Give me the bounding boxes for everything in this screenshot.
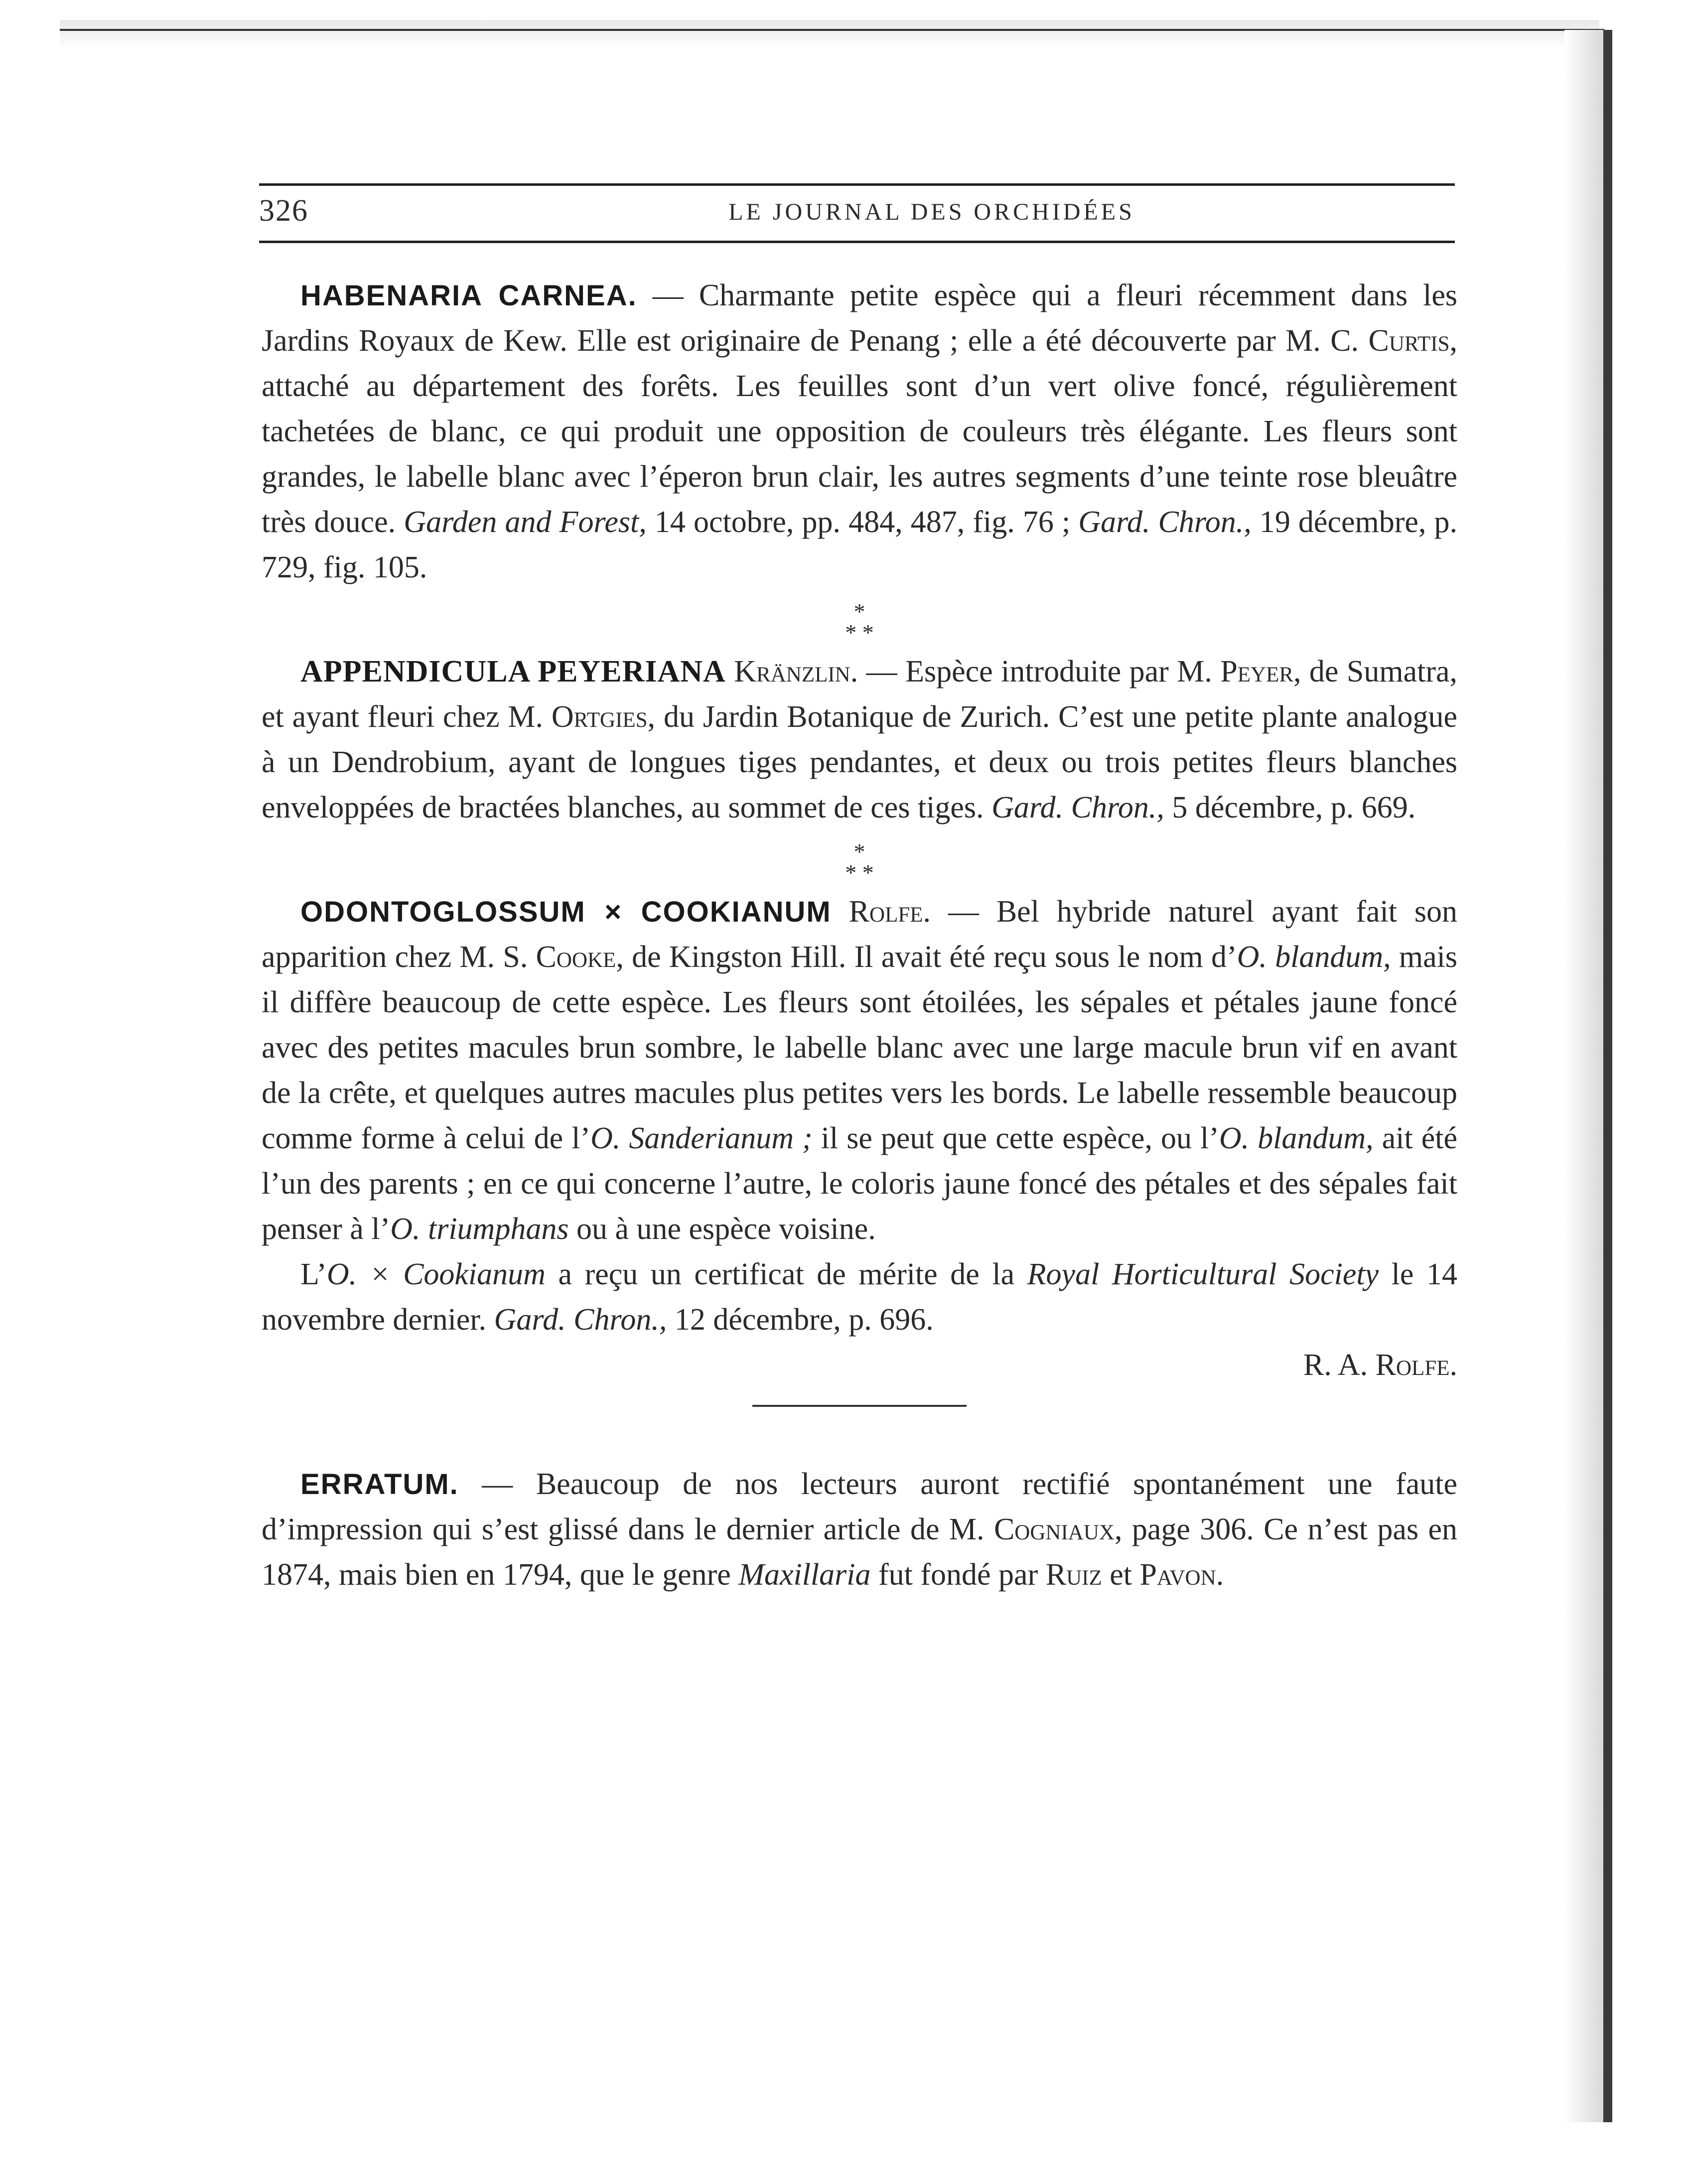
article-text: ait été l’un des parents ; en ce qui concerne l’autre, le coloris jaune foncé des pétales et des sépales fait penser à l’ <box>262 1121 1457 1246</box>
signature-name: Rolfe <box>1375 1348 1450 1382</box>
page-shadow-right <box>1564 30 1603 2122</box>
species-name: O. blandum, <box>1219 1121 1374 1155</box>
article-odontoglossum-certificate <box>262 1252 1457 1343</box>
person-name: Peyer <box>1220 655 1293 688</box>
person-name: Cogniaux <box>993 1512 1115 1546</box>
species-name: O. blandum, <box>1237 940 1391 974</box>
article-text: 19 décembre, p. 729, fig. 105. <box>262 505 1457 584</box>
society-name: Royal Horticultural Society <box>1027 1257 1379 1291</box>
citation: Garden and Forest, <box>404 505 647 539</box>
scan-top-edge <box>60 29 1604 31</box>
signature-initials: R. A. <box>1303 1348 1376 1382</box>
citation: Gard. Chron., <box>494 1303 667 1337</box>
article-text: fut fondé par <box>870 1558 1046 1592</box>
article-text: mais il diffère beaucoup de cette espèce. Les fleurs sont étoilées, les sépales et pétales jaune foncé avec des petites macules brun sombre, le labelle blanc avec une large macule brun vif en avant de la crête, et quelques autres macules plus petites vers les bords. Le labelle ressemble beaucoup comme forme à celui de l’ <box>262 940 1457 1155</box>
article-heading: ODONTOGLOSSUM × COOKIANUM <box>300 896 832 928</box>
section-divider <box>752 1405 967 1407</box>
article-text: — Beaucoup de nos lecteurs auront rectifié spontanément une faute d’impression qui s’est glissé dans le dernier article de M. <box>262 1467 1457 1546</box>
article-text: — Charmante petite espèce qui a fleuri récemment dans les Jardins Royaux de Kew. Elle est originaire de Penang ; elle a été découverte par M. C. <box>262 278 1457 358</box>
article-text: L’ <box>300 1257 327 1291</box>
author-name: Rolfe <box>848 895 923 929</box>
page-header <box>259 183 1455 243</box>
article-text: , page 306. Ce n’est pas en 1874, mais bien en 1794, que le genre <box>262 1512 1457 1592</box>
species-name: O. Sanderianum ; <box>590 1121 813 1155</box>
article-text: . <box>1216 1558 1224 1592</box>
article-text: . — Espèce introduite par M. <box>850 655 1221 688</box>
section-separator: * * * <box>845 839 874 885</box>
article-heading: APPENDICULA PEYERIANA <box>300 655 726 688</box>
article-text: , de Sumatra, et ayant fleuri chez M. <box>262 655 1458 734</box>
article-text: et <box>1102 1558 1140 1592</box>
article-text: il se peut que cette espèce, ou l’ <box>812 1121 1219 1155</box>
species-name: O. triumphans <box>390 1212 569 1246</box>
signature-end: . <box>1449 1348 1457 1382</box>
page-shadow <box>60 20 1599 50</box>
article-text: , du Jardin Botanique de Zurich. C’est une petite plante analogue à un Dendrobium, ayant de longues tiges pendantes, et deux ou trois petites fleurs blanches enveloppées de bractées blanches, au sommet de ces tiges. <box>262 700 1458 824</box>
page-number: 326 <box>259 194 308 228</box>
article-text: , de Kingston Hill. Il avait été reçu sous le nom d’ <box>616 940 1237 974</box>
running-title: LE JOURNAL DES ORCHIDÉES <box>728 199 1135 225</box>
article-text: 5 décembre, p. 669. <box>1164 791 1416 824</box>
article-heading: HABENARIA CARNEA. <box>300 279 637 312</box>
article-text: a reçu un certificat de mérite de la <box>545 1257 1027 1291</box>
article-appendicula-peyeriana <box>262 649 1457 830</box>
article-odontoglossum-cookianum <box>262 889 1457 1252</box>
section-separator: * * * <box>845 599 874 645</box>
person-name: Ortgies <box>551 700 648 734</box>
citation: Gard. Chron., <box>991 791 1164 824</box>
signature <box>262 1343 1457 1388</box>
article-text: , attaché au département des forêts. Les feuilles sont d’un vert olive foncé, régulièrement tachetées de blanc, ce qui produit une opposition de couleurs très élégante. Les fleurs sont grandes, le labelle blanc avec l’éperon brun clair, les autres segments d’une teinte rose bleuâtre très douce. <box>262 324 1457 539</box>
page-content <box>262 273 1457 1598</box>
author-name: Kränzlin <box>734 655 850 688</box>
article-text: 14 octobre, pp. 484, 487, fig. 76 ; <box>646 505 1079 539</box>
species-name: O. × Cookianum <box>326 1257 546 1291</box>
article-text: le 14 novembre dernier. <box>262 1257 1457 1337</box>
genus-name: Maxillaria <box>738 1558 871 1592</box>
person-name: Ruiz <box>1045 1558 1102 1592</box>
person-name: Curtis <box>1368 324 1450 358</box>
article-habenaria-carnea <box>262 273 1457 590</box>
article-text: . — Bel hybride naturel ayant fait son apparition chez M. S. <box>262 895 1458 974</box>
citation: Gard. Chron., <box>1078 505 1252 539</box>
article-erratum <box>262 1462 1457 1598</box>
person-name: Cooke <box>536 940 616 974</box>
article-text: ou à une espèce voisine. <box>568 1212 876 1246</box>
scan-right-edge <box>1603 30 1612 2122</box>
header-rule-bottom <box>259 241 1455 243</box>
article-heading: ERRATUM. <box>300 1468 459 1501</box>
person-name: Pavon <box>1139 1558 1216 1592</box>
header-rule-top <box>259 183 1455 186</box>
article-text: 12 décembre, p. 696. <box>667 1303 934 1337</box>
